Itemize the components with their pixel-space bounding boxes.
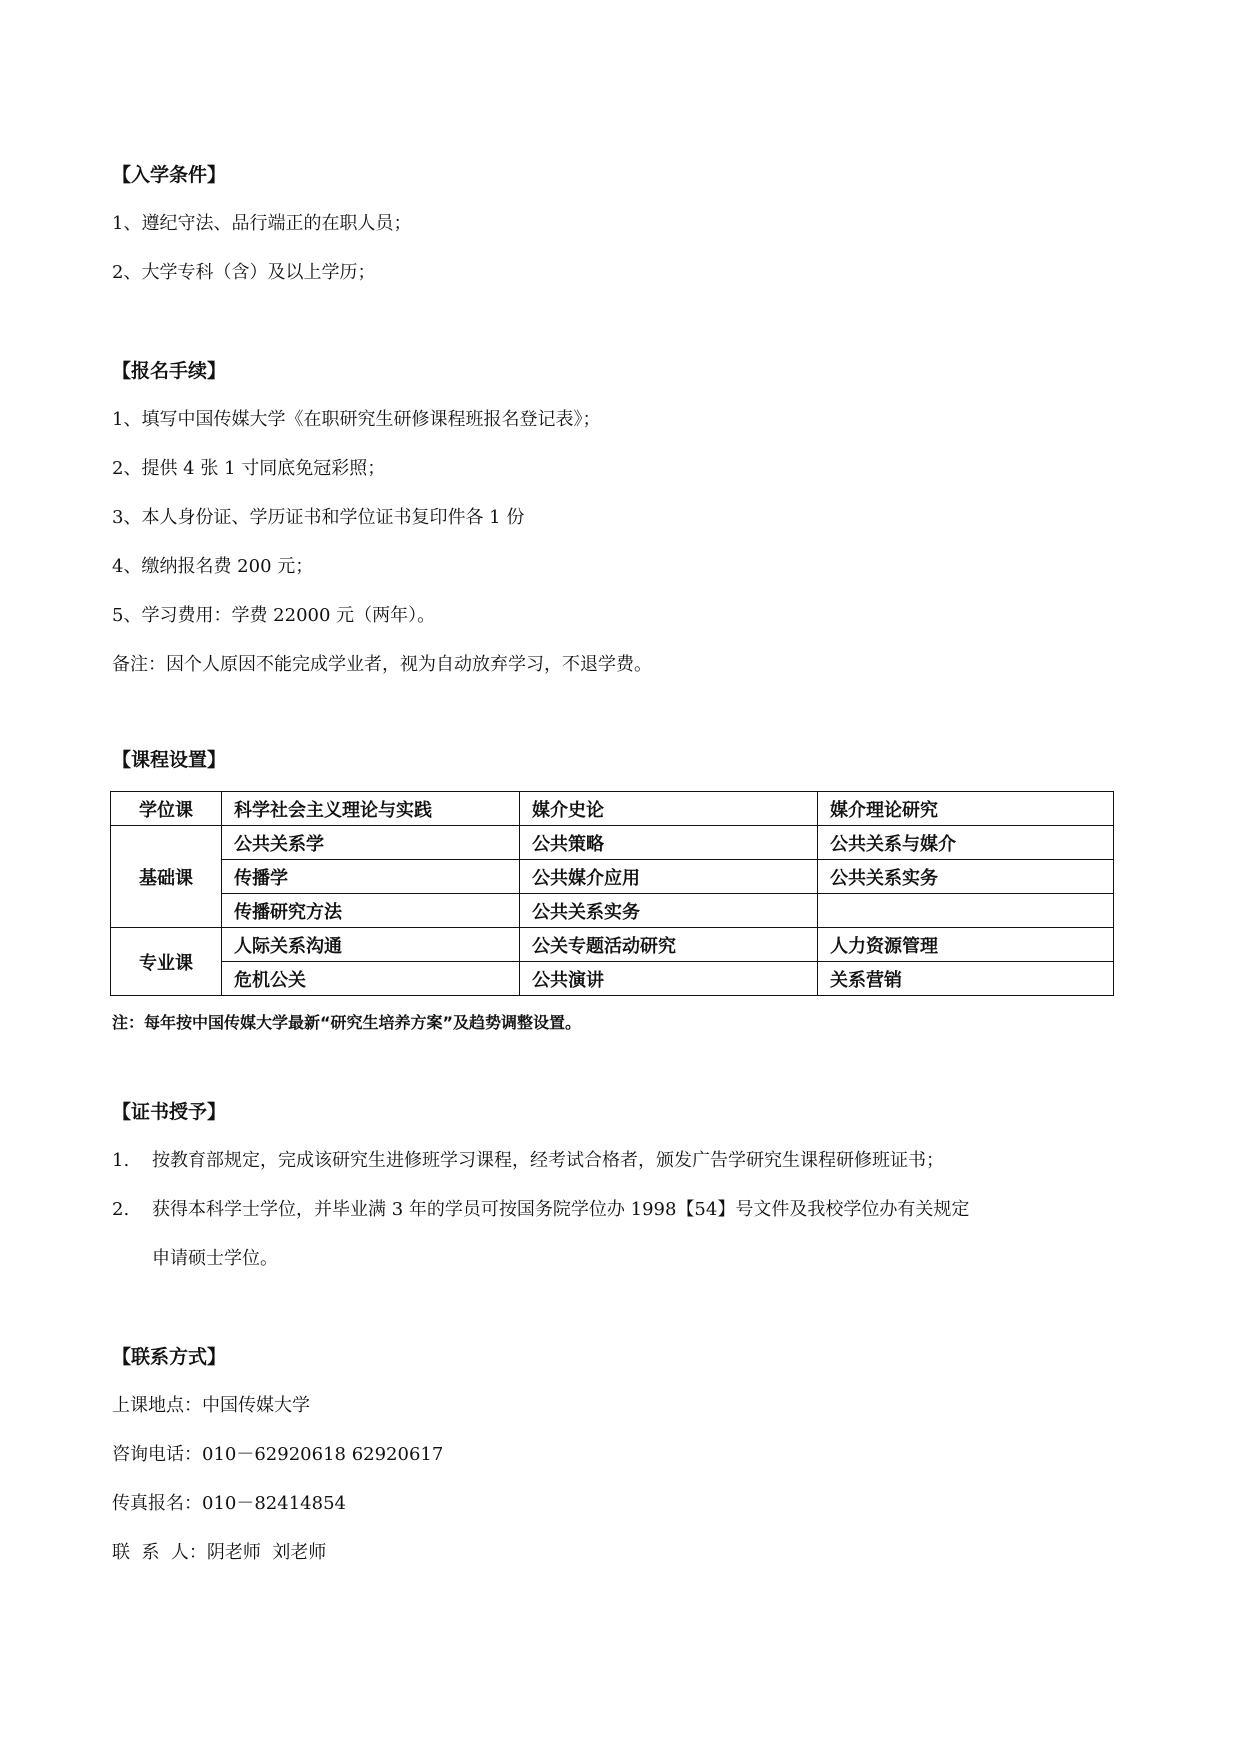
- contact-person: 联 系 人：阴老师 刘老师: [112, 1542, 327, 1563]
- item-number: 1.: [112, 1150, 130, 1171]
- admission-heading: 【入学条件】: [112, 164, 227, 186]
- contact-heading: 【联系方式】: [112, 1346, 227, 1368]
- table-row: [111, 894, 1114, 928]
- course-cell: 公共策略: [520, 826, 818, 860]
- registration-remark: 备注：因个人原因不能完成学业者，视为自动放弃学习，不退学费。: [112, 654, 652, 675]
- registration-item: 3、本人身份证、学历证书和学位证书复印件各 1 份: [112, 507, 525, 528]
- course-cell: 关系营销: [818, 962, 1114, 996]
- certificate-item: [112, 1198, 969, 1222]
- table-row: [111, 928, 1114, 962]
- courses-note: 注：每年按中国传媒大学最新“研究生培养方案”及趋势调整设置。: [112, 1013, 582, 1032]
- course-cell: 公共演讲: [520, 962, 818, 996]
- certificate-item: [112, 1149, 944, 1173]
- course-cell: 公共媒介应用: [520, 860, 818, 894]
- course-cell: [818, 894, 1114, 928]
- course-cell: 危机公关: [222, 962, 520, 996]
- course-category: 基础课: [111, 826, 222, 928]
- course-category: 学位课: [111, 792, 222, 826]
- course-cell: 公共关系实务: [818, 860, 1114, 894]
- item-number: 2.: [112, 1199, 130, 1220]
- course-cell: 科学社会主义理论与实践: [222, 792, 520, 826]
- registration-heading: 【报名手续】: [112, 360, 227, 382]
- certificate-item-continuation: 申请硕士学位。: [152, 1248, 278, 1269]
- table-row: [111, 860, 1114, 894]
- certificate-heading: 【证书授予】: [112, 1101, 227, 1123]
- course-cell: 媒介理论研究: [818, 792, 1114, 826]
- registration-item: 5、学习费用：学费 22000 元（两年）。: [112, 605, 436, 626]
- admission-item: 1、遵纪守法、品行端正的在职人员；: [112, 213, 412, 234]
- course-table: [110, 791, 1114, 996]
- registration-item: 2、提供 4 张 1 寸同底免冠彩照；: [112, 458, 386, 479]
- course-cell: 公共关系学: [222, 826, 520, 860]
- table-row: [111, 962, 1114, 996]
- course-cell: 人际关系沟通: [222, 928, 520, 962]
- contact-location: 上课地点：中国传媒大学: [112, 1395, 310, 1416]
- item-text: 按教育部规定，完成该研究生进修班学习课程，经考试合格者，颁发广告学研究生课程研修班证书；: [152, 1150, 944, 1171]
- course-cell: 人力资源管理: [818, 928, 1114, 962]
- course-cell: 公共关系与媒介: [818, 826, 1114, 860]
- course-cell: 公共关系实务: [520, 894, 818, 928]
- course-category: 专业课: [111, 928, 222, 996]
- item-text: 获得本科学士学位，并毕业满 3 年的学员可按国务院学位办 1998【54】号文件及我校学位办有关规定: [152, 1199, 970, 1220]
- table-row: [111, 792, 1114, 826]
- admission-item: 2、大学专科（含）及以上学历；: [112, 262, 376, 283]
- table-row: [111, 826, 1114, 860]
- course-cell: 传播学: [222, 860, 520, 894]
- course-cell: 媒介史论: [520, 792, 818, 826]
- registration-item: 1、填写中国传媒大学《在职研究生研修课程班报名登记表》；: [112, 409, 601, 430]
- registration-item: 4、缴纳报名费 200 元；: [112, 556, 314, 577]
- courses-heading: 【课程设置】: [112, 749, 227, 771]
- contact-phone: 咨询电话：010－62920618 62920617: [112, 1444, 444, 1465]
- contact-fax: 传真报名：010－82414854: [112, 1493, 346, 1514]
- course-cell: 公关专题活动研究: [520, 928, 818, 962]
- course-cell: 传播研究方法: [222, 894, 520, 928]
